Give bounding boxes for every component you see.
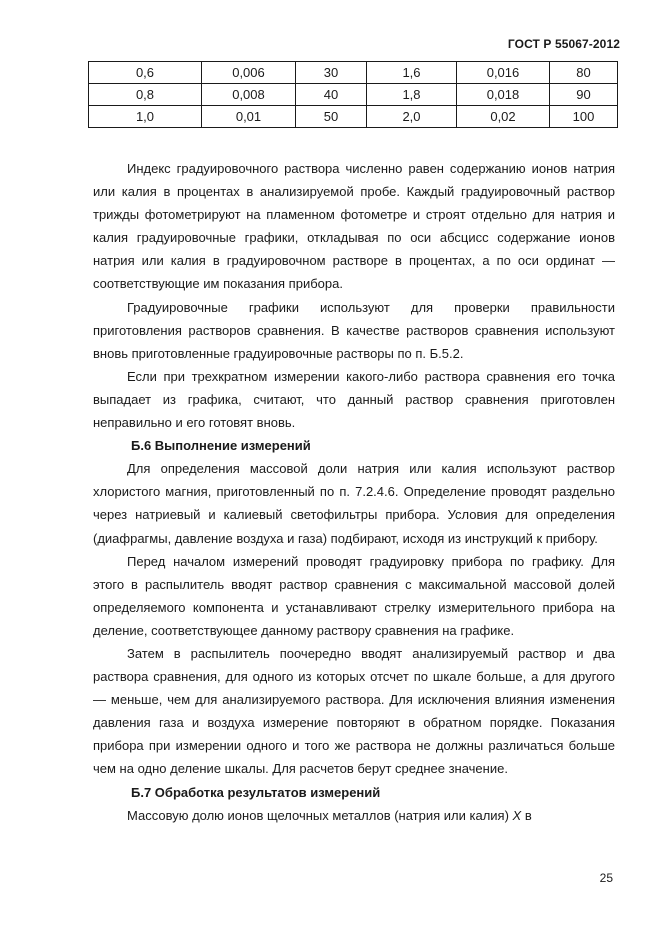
table-cell: 0,8: [89, 84, 202, 106]
table-cell: 80: [550, 62, 618, 84]
paragraph: Градуировочные графики используют для проверки правильности приготовления растворов сравнения. В качестве растворов сравнения используют вновь приготовленные градуировочные растворы по п. Б.5.2.: [93, 299, 615, 361]
table-cell: 0,016: [457, 62, 550, 84]
section-heading: Б.6 Выполнение измерений: [131, 438, 311, 454]
table-cell: 0,01: [202, 106, 296, 128]
paragraph-tail: в: [524, 807, 532, 823]
formula-symbol: X: [512, 807, 522, 823]
table-cell: 50: [296, 106, 367, 128]
table-row: [89, 62, 618, 84]
table-cell: 100: [550, 106, 618, 128]
section-heading: Б.7 Обработка результатов измерений: [131, 784, 381, 800]
calibration-table: [88, 61, 618, 128]
paragraph: Перед началом измерений проводят градуировку прибора по графику. Для этого в распылитель вводят раствор сравнения с максимальной массовой долей определяемого компонента и устанавливают стрелку измерительного прибора на деление, соответствующее данному раствору сравнения на графике.: [93, 553, 615, 638]
table-cell: 2,0: [367, 106, 457, 128]
table-cell: 1,6: [367, 62, 457, 84]
table-cell: 0,6: [89, 62, 202, 84]
table-cell: 40: [296, 84, 367, 106]
page-number: 25: [599, 871, 613, 885]
table-row: [89, 84, 618, 106]
table-cell: 1,8: [367, 84, 457, 106]
body-text: [93, 157, 615, 827]
paragraph: Индекс градуировочного раствора численно равен содержанию ионов натрия или калия в процентах в анализируемой пробе. Каждый градуировочный раствор трижды фотометрируют на пламенном фотометре и строят отдельно для натрия и калия градуировочные графики, откладывая по оси абсцисс содержание ионов натрия или калия в градуировочном растворе в процентах, а по оси ординат — соответствующие им показания прибора.: [93, 161, 615, 292]
table-cell: 0,02: [457, 106, 550, 128]
table-cell: 0,008: [202, 84, 296, 106]
paragraph: Затем в распылитель поочередно вводят анализируемый раствор и два раствора сравнения, для одного из которых отсчет по шкале больше, а для другого — меньше, чем для анализируемого раствора. Для исключения влияния изменения давления газа и воздуха измерение повторяют в обратном порядке. Показания прибора при измерении одного и того же раствора не должны различаться больше чем на одно деление шкалы. Для расчетов берут среднее значение.: [93, 645, 615, 777]
table-cell: 0,006: [202, 62, 296, 84]
paragraph: [93, 804, 615, 827]
paragraph-lead: Массовую долю ионов щелочных металлов (натрия или калия): [127, 807, 509, 823]
table-row: [89, 106, 618, 128]
table-cell: 0,018: [457, 84, 550, 106]
table-cell: 1,0: [89, 106, 202, 128]
paragraph: Для определения массовой доли натрия или калия используют раствор хлористого магния, приготовленный по п. 7.2.4.6. Определение проводят раздельно через натриевый и калиевый светофильтры прибора. Условия для определения (диафрагмы, давление воздуха и газа) подбирают, исходя из инструкций к прибору.: [93, 461, 615, 546]
standard-code: ГОСТ Р 55067-2012: [507, 37, 620, 51]
table-cell: 90: [550, 84, 618, 106]
table-cell: 30: [296, 62, 367, 84]
paragraph: Если при трехкратном измерении какого-либо раствора сравнения его точка выпадает из графика, считают, что данный раствор сравнения приготовлен неправильно и его готовят вновь.: [93, 368, 615, 431]
